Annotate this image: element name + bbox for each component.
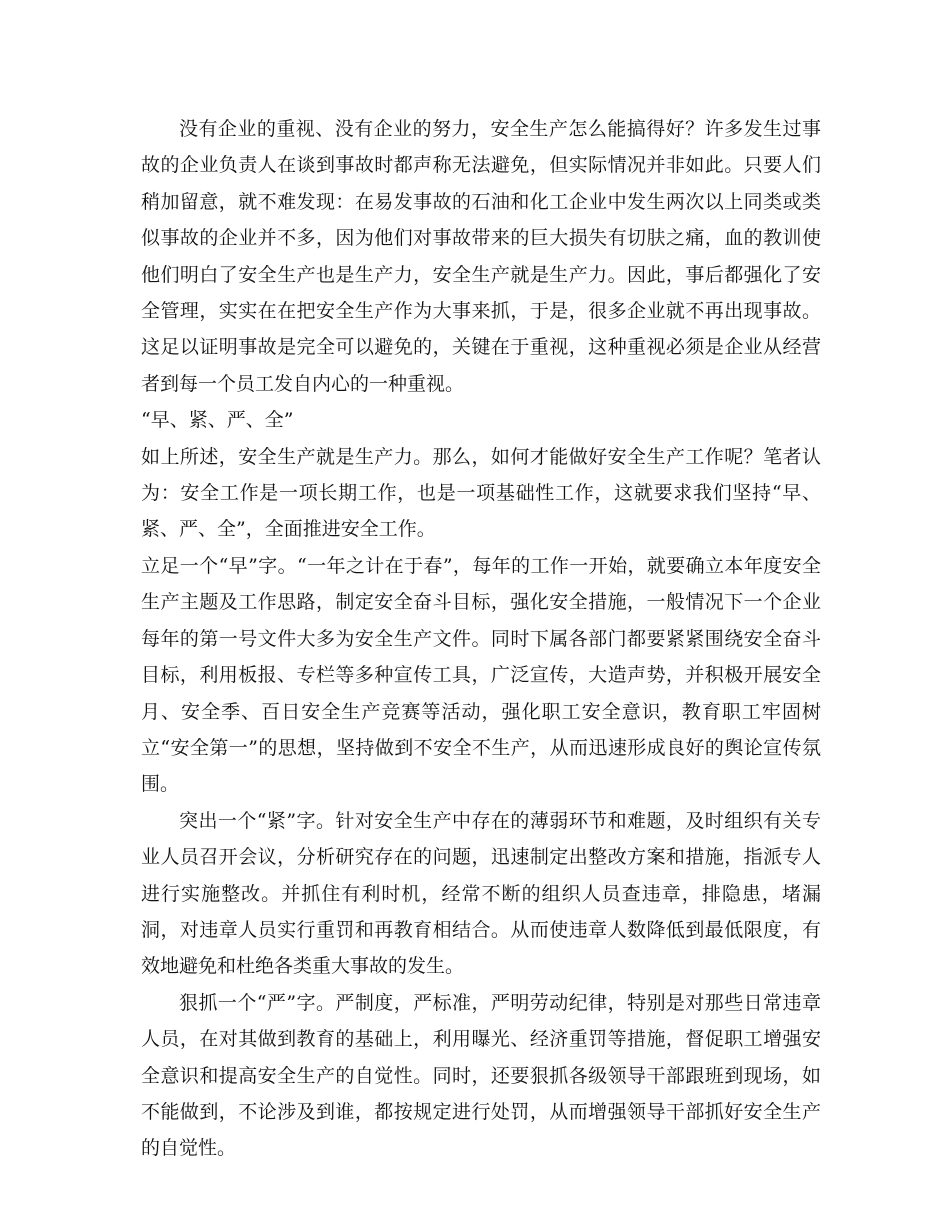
paragraph-introduction: 如上所述，安全生产就是生产力。那么，如何才能做好安全生产工作呢？笔者认为：安全工作是一项长期工作，也是一项基础性工作，这就要求我们坚持“早、紧、严、全”，全面推进安全工作。 [141, 445, 821, 541]
document-page [141, 111, 821, 1167]
paragraph-early: 立足一个“早”字。“一年之计在于春”，每年的工作一开始，就要确立本年度安全生产主题及工作思路，制定安全奋斗目标，强化安全措施，一般情况下一个企业每年的第一号文件大多为安全生产文件。同时下属各部门都要紧紧围绕安全奋斗目标，利用板报、专栏等多种宣传工具，广泛宣传，大造声势，并积极开展安全月、安全季、百日安全生产竞赛等活动，强化职工安全意识，教育职工牢固树立“安全第一”的思想，坚持做到不安全不生产，从而迅速形成良好的舆论宣传氛围。 [141, 554, 821, 796]
paragraph-tight: 突出一个“紧”字。针对安全生产中存在的薄弱环节和难题，及时组织有关专业人员召开会议，分析研究存在的问题，迅速制定出整改方案和措施，指派专人进行实施整改。并抓住有利时机，经常不断的组织人员查违章，排隐患，堵漏洞，对违章人员实行重罚和再教育相结合。从而使违章人数降低到最低限度，有效地避免和杜绝各类重大事故的发生。 [141, 809, 821, 978]
section-heading: “早、紧、严、全” [141, 409, 294, 432]
paragraph-strict: 狠抓一个“严”字。严制度，严标准，严明劳动纪律，特别是对那些日常违章人员，在对其做到教育的基础上，利用曝光、经济重罚等措施，督促职工增强安全意识和提高安全生产的自觉性。同时，还要狠抓各级领导干部跟班到现场，如不能做到，不论涉及到谁，都按规定进行处罚，从而增强领导干部抓好安全生产的自觉性。 [141, 991, 821, 1160]
paragraph-importance-of-safety: 没有企业的重视、没有企业的努力，安全生产怎么能搞得好？许多发生过事故的企业负责人在谈到事故时都声称无法避免，但实际情况并非如此。只要人们稍加留意，就不难发现：在易发事故的石油和化工企业中发生两次以上同类或类似事故的企业并不多，因为他们对事故带来的巨大损失有切肤之痛，血的教训使他们明白了安全生产也是生产力，安全生产就是生产力。因此，事后都强化了安全管理，实实在在把安全生产作为大事来抓，于是，很多企业就不再出现事故。这足以证明事故是完全可以避免的，关键在于重视，这种重视必须是企业从经营者到每一个员工发自内心的一种重视。 [141, 118, 821, 395]
